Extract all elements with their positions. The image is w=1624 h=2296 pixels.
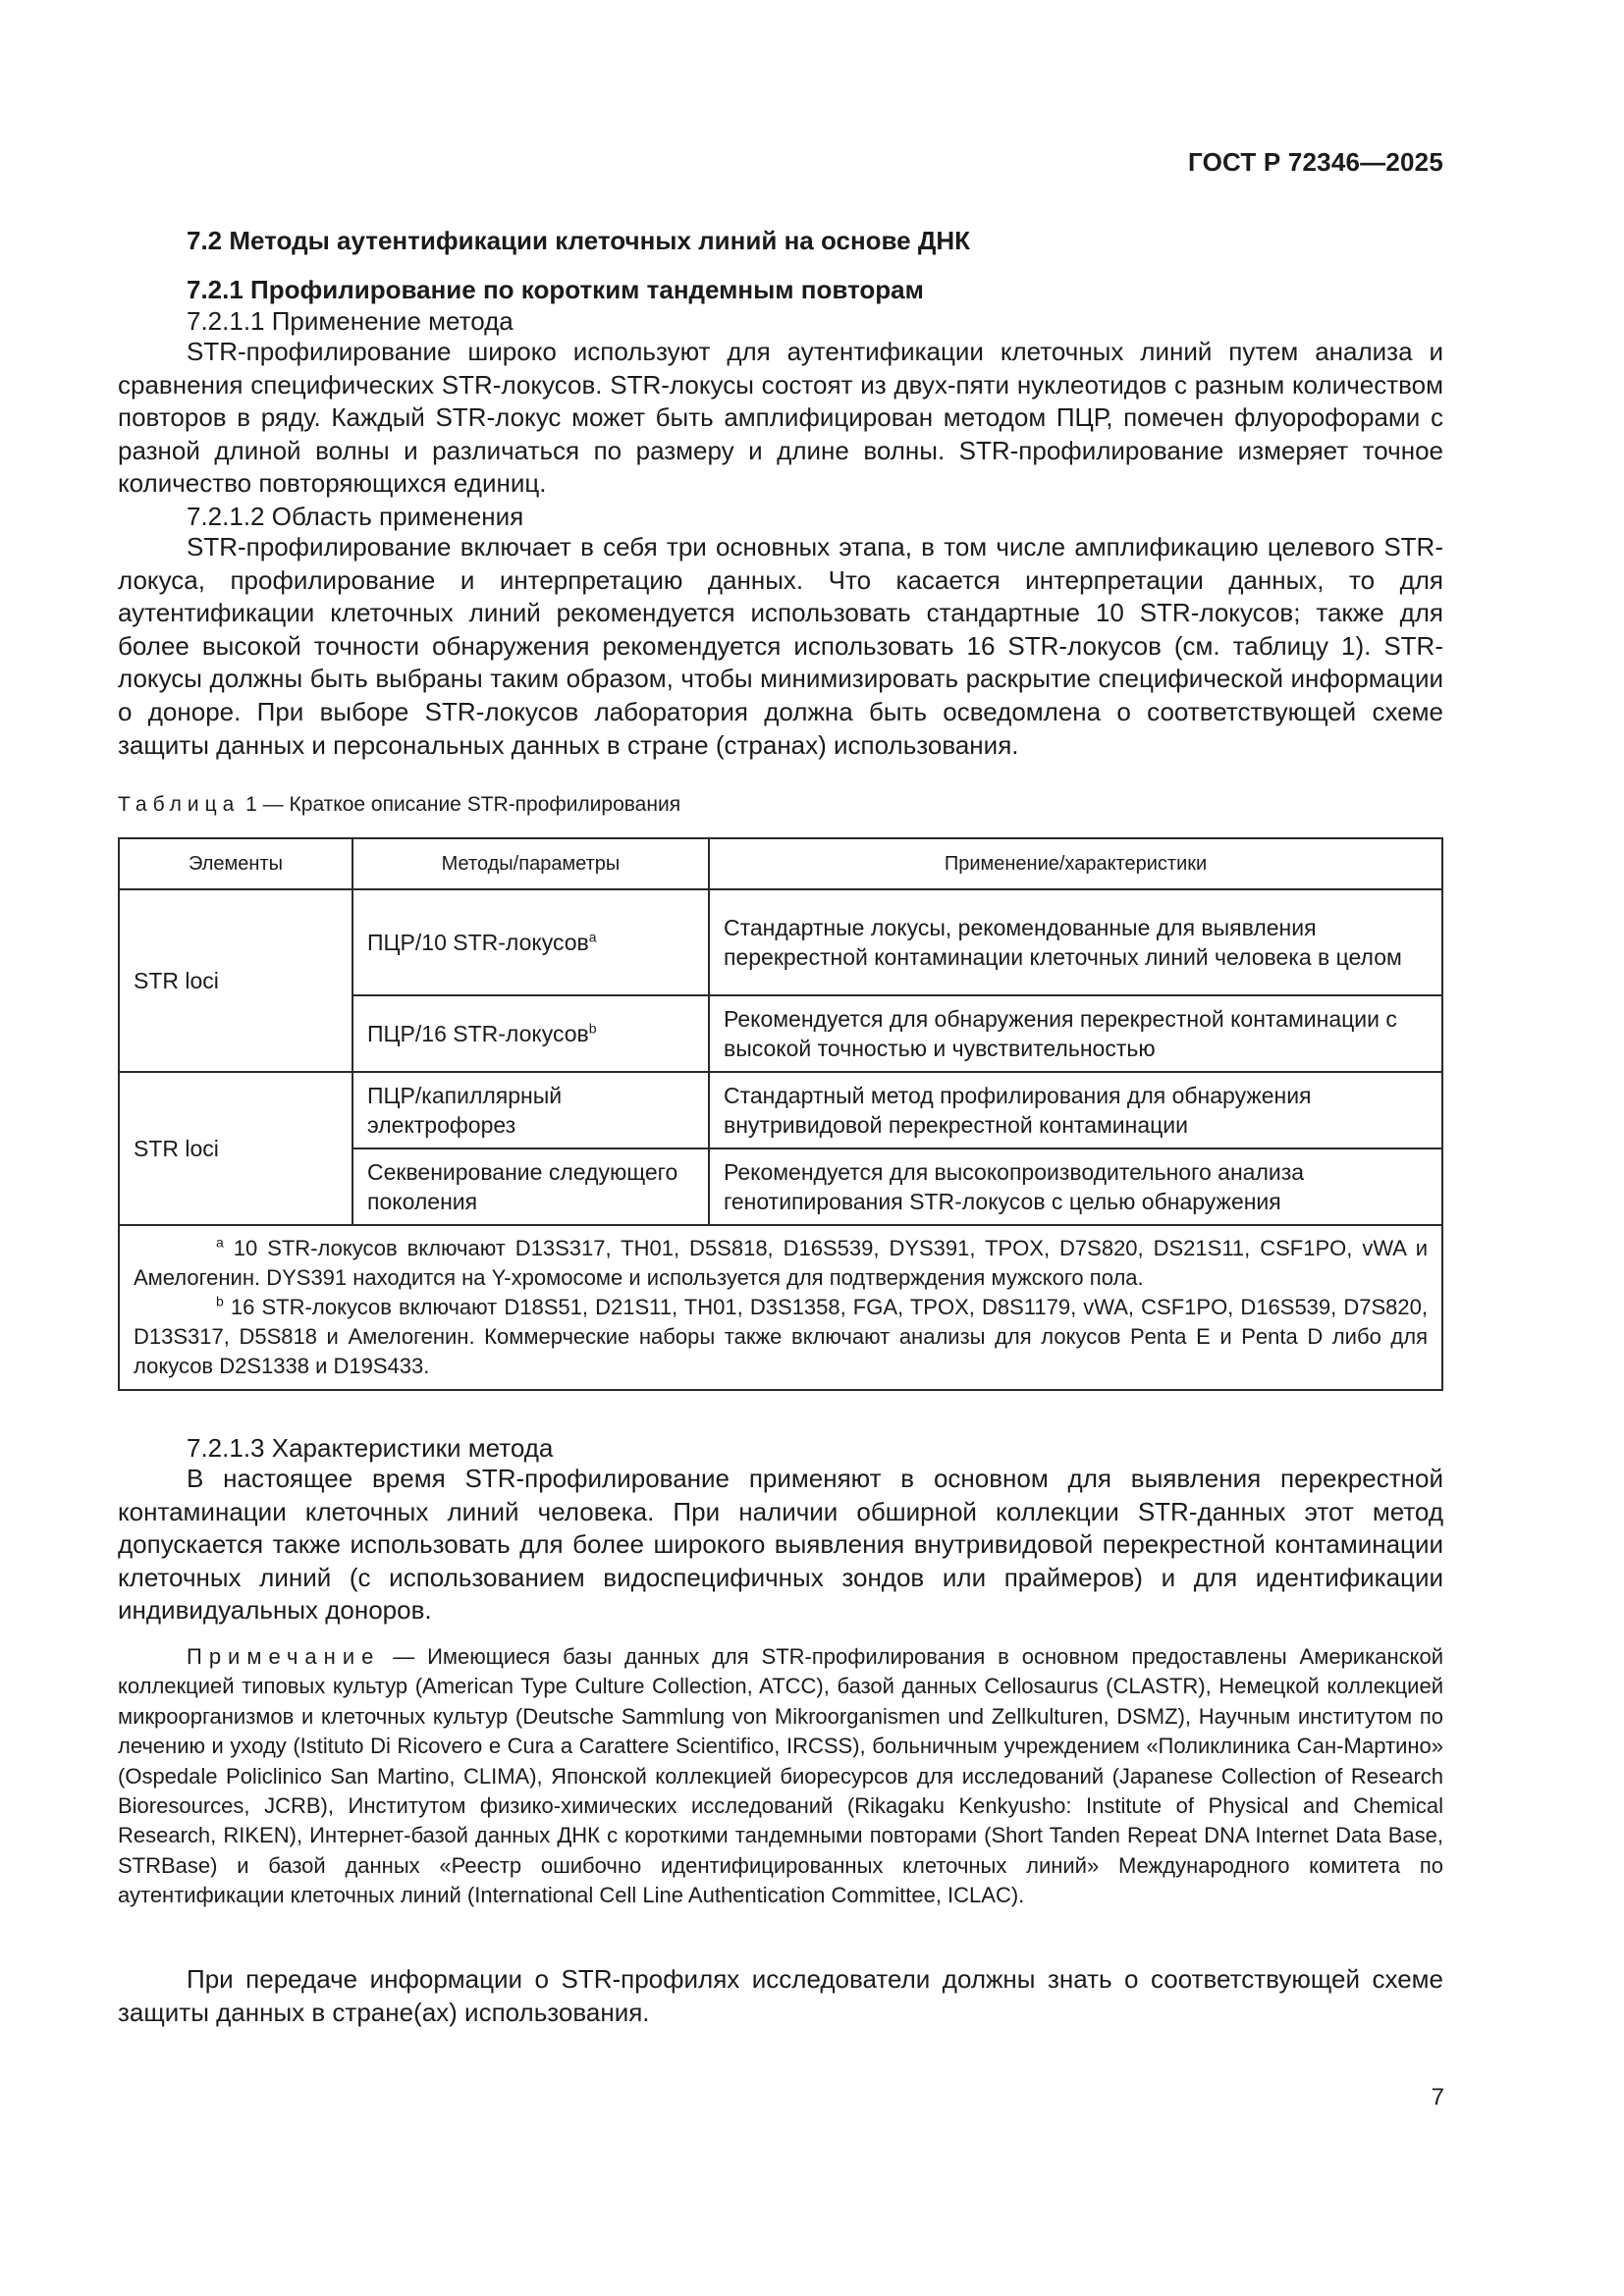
footnote-b-mark: b xyxy=(216,1293,224,1309)
footnote-a xyxy=(134,1234,1428,1293)
description-cell: Рекомендуется для высокопроизводительного анализа генотипирования STR-локусов с целью обнаружения xyxy=(709,1148,1442,1225)
header-application: Применение/характеристики xyxy=(709,838,1442,889)
element-cell: STR loci xyxy=(119,889,352,1072)
paragraph-final: При передаче информации о STR-профилях исследователи должны знать о соответствующей схеме защиты данных в стране(ах) использования. xyxy=(118,1964,1443,2027)
page-number: 7 xyxy=(1431,2084,1444,2110)
description-cell: Стандартные локусы, рекомендованные для выявления перекрестной контаминации клеточных линий человека в целом xyxy=(709,889,1442,995)
method-cell xyxy=(352,995,709,1072)
element-cell: STR loci xyxy=(119,1072,352,1225)
subsection-title-7-2-1-1: 7.2.1.1 Применение метода xyxy=(187,306,514,336)
description-cell: Стандартный метод профилирования для обнаружения внутривидовой перекрестной контаминации xyxy=(709,1072,1442,1148)
note-label: Примечание xyxy=(187,1644,381,1669)
method-text: ПЦР/10 STR-локусов xyxy=(367,930,589,955)
table-caption xyxy=(118,793,680,817)
method-cell: ПЦР/капиллярный электрофорез xyxy=(352,1072,709,1148)
subsection-title-7-2-1-2: 7.2.1.2 Область применения xyxy=(187,502,524,531)
table-footnotes xyxy=(119,1225,1442,1390)
note-text: — Имеющиеся базы данных для STR-профилирования в основном предоставлены Американской коллекцией типовых культур (American Type Culture Collection, ATCC), базой данных Cellosaurus (CLASTR), Немецкой коллекцией микроорганизмов и клеточных культур (Deutsche Sammlung von Mikroorganismen und Zellkulturen, DSMZ), Научным институтом по лечению и уходу (Istituto Di Ricovero e Cura a Carattere Scientifico, IRCSS), больничным учреждением «Поликлиника Сан-Мартино» (Ospedale Policlinico San Martino, CLIMA), Японской коллекцией биоресурсов для исследований (Japanese Collection of Research Bioresources, JCRB), Институтом физико-химических исследований (Rikagaku Kenkyusho: Institute of Physical and Chemical Research, RIKEN), Интернет-базой данных ДНК с короткими тандемными повторами (Short Tanden Repeat DNA Internet Data Base, STRBase) и базой данных «Реестр ошибочно идентифицированных клеточных линий» Международного комитета по аутентификации клеточных линий (International Cell Line Authentication Committee, ICLAC). xyxy=(118,1644,1443,1908)
method-cell: Секвенирование следующего поколения xyxy=(352,1148,709,1225)
paragraph-method-application: STR-профилирование широко используют для аутентификации клеточных линий путем анализа и сравнения специфических STR-локусов. STR-локусы состоят из двух-пяти нуклеотидов с разным количеством повторов в ряду. Каждый STR-локус может быть амплифицирован методом ПЦР, помечен флуорофорами с разной длиной волны и различаться по размеру и длине волны. STR-профилирование измеряет точное количество повторяющихся единиц. xyxy=(118,337,1443,499)
description-cell: Рекомендуется для обнаружения перекрестной контаминации с высокой точностью и чувствительностью xyxy=(709,995,1442,1072)
paragraph-method-characteristics: В настоящее время STR-профилирование применяют в основном для выявления перекрестной контаминации клеточных линий человека. При наличии обширной коллекции STR-данных этот метод допускается также использовать для более широкого выявления внутривидовой перекрестной контаминации клеточных линий (с использованием видоспецифичных зондов или праймеров) и для идентификации индивидуальных доноров. xyxy=(118,1464,1443,1626)
table-header-row xyxy=(119,838,1442,889)
footnote-mark: a xyxy=(588,929,597,945)
footnote-b-text: 16 STR-локусов включают D18S51, D21S11, TH01, D3S1358, FGA, TPOX, D8S1179, vWA, CSF1PO, D16S539, D7S820, D13S317, D5S818 и Амелогенин. Коммерческие наборы также включают анализы для локусов Penta E и Penta D либо для локусов D2S1338 и D19S433. xyxy=(134,1295,1428,1378)
table-row xyxy=(119,889,1442,995)
paragraph-scope: STR-профилирование включает в себя три основных этапа, в том числе амплификацию целевого STR-локуса, профилирование и интерпретацию данных. Что касается интерпретации данных, то для аутентификации клеточных линий рекомендуется использовать стандартные 10 STR-локусов; также для более высокой точности обнаружения рекомендуется использовать 16 STR-локусов (см. таблицу 1). STR-локусы должны быть выбраны таким образом, чтобы минимизировать раскрытие специфической информации о доноре. При выборе STR-локусов лаборатория должна быть осведомлена о соответствующей схеме защиты данных и персональных данных в стране (странах) использования. xyxy=(118,532,1443,760)
footnote-a-text: 10 STR-локусов включают D13S317, TH01, D5S818, D16S539, DYS391, TPOX, D7S820, DS21S11, CSF1PO, vWA и Амелогенин. DYS391 находится на Y-хромосоме и используется для подтверждения мужского пола. xyxy=(134,1236,1428,1290)
table-caption-label: Таблица xyxy=(118,793,241,816)
section-heading-7-2-1: 7.2.1 Профилирование по коротким тандемным повторам xyxy=(187,275,924,304)
header-elements: Элементы xyxy=(119,838,352,889)
footnote-mark: b xyxy=(588,1020,597,1037)
table-caption-text: 1 — Краткое описание STR-профилирования xyxy=(240,793,681,816)
document-id: ГОСТ Р 72346—2025 xyxy=(1188,147,1443,177)
section-heading-7-2: 7.2 Методы аутентификации клеточных линий на основе ДНК xyxy=(187,226,971,255)
subsection-title-7-2-1-3: 7.2.1.3 Характеристики метода xyxy=(187,1433,554,1463)
str-profiling-table xyxy=(118,837,1443,1391)
table-row xyxy=(119,1072,1442,1148)
table-footnote-row xyxy=(119,1225,1442,1390)
method-cell xyxy=(352,889,709,995)
note-paragraph xyxy=(118,1642,1443,1911)
method-text: ПЦР/16 STR-локусов xyxy=(367,1021,589,1046)
header-methods: Методы/параметры xyxy=(352,838,709,889)
footnote-b xyxy=(134,1293,1428,1381)
footnote-a-mark: a xyxy=(216,1234,224,1251)
